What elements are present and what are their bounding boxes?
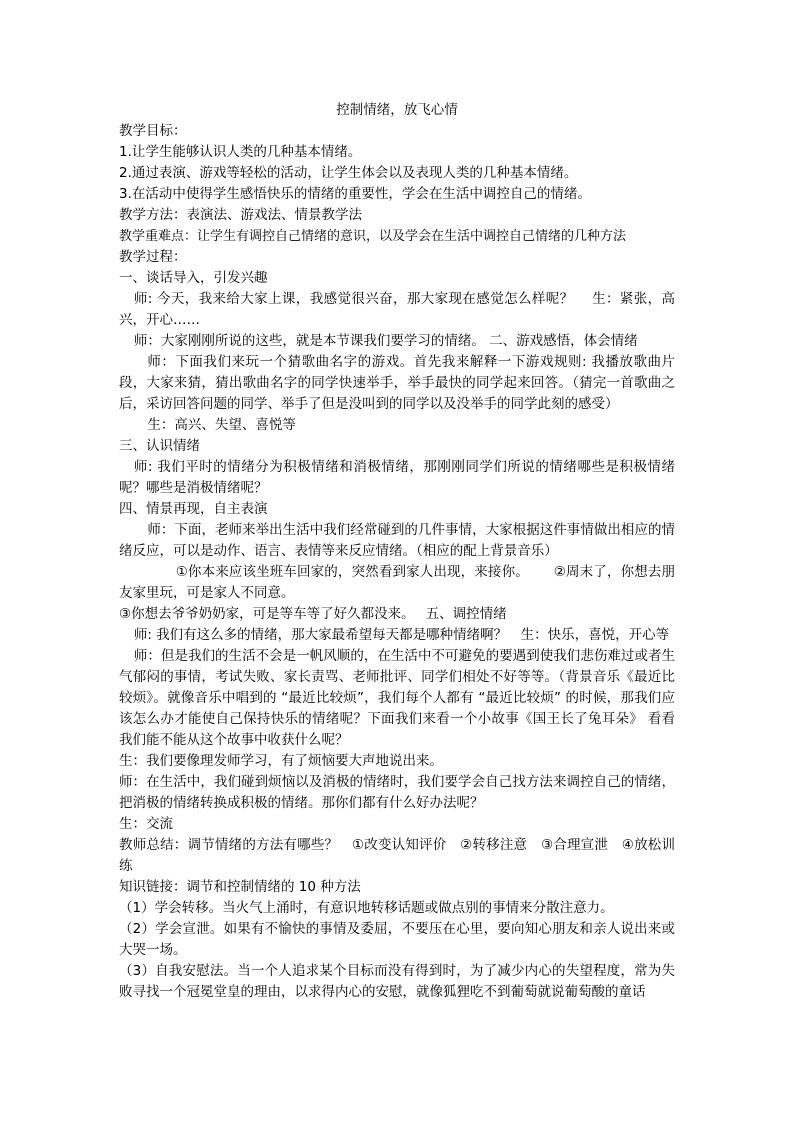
student-response: 生：高兴、失望、喜悦等: [147, 417, 296, 433]
section-heading-process: 教学过程：: [119, 249, 187, 265]
scenario-paragraph: 师：下面，老师来举出生活中我们经常碰到的几件事情，大家根据这件事情做出相应的情绪反应，可以是动作、语言、表情等来反应情绪。（相应的配上背景音乐）: [119, 522, 675, 559]
teaching-methods: 教学方法：表演法、游戏法、情景教学法: [119, 207, 362, 223]
step-4-heading: 四、情景再现，自主表演: [119, 501, 268, 517]
objective-3: 3.在活动中使得学生感悟快乐的情绪的重要性，学会在生活中调控自己的情绪。: [119, 186, 591, 202]
objective-1: 1.让学生能够认识人类的几种基本情绪。: [119, 144, 362, 160]
method-item-3: （3）自我安慰法。当一个人追求某个目标而没有得到时，为了减少内心的失望程度，常为失败寻找一个冠冕堂皇的理由，以求得内心的安慰，就像狐狸吃不到葡萄就说葡萄酸的童话: [119, 963, 675, 1000]
teacher-summary: 教师总结：调节情绪的方法有哪些？ ①改变认知评价 ②转移注意 ③合理宣泄 ④放松训练: [119, 837, 675, 874]
method-item-1: （1）学会转移。当火气上涌时，有意识地转移话题或做点别的事情来分散注意力。: [119, 900, 614, 916]
game-paragraph: 师：下面我们来玩一个猜歌曲名字的游戏。首先我来解释一下游戏规则: 我播放歌曲片段，大家来猜，猜出歌曲名字的同学快速举手，举手最快的同学起来回答。（猜完一首歌曲之后，采访回答问题的同学、举手了但是没叫到的同学以及没举手的同学此刻的感受）: [119, 354, 675, 412]
objective-2: 2.通过表演、游戏等轻松的活动，让学生体会以及表现人类的几种基本情绪。: [119, 165, 578, 181]
document-title: 控制情绪，放飞心情: [336, 102, 458, 118]
student-response: 生：交流: [119, 816, 173, 832]
section-heading-objectives: 教学目标：: [119, 123, 187, 139]
step-3-heading: 三、认识情绪: [119, 438, 200, 454]
knowledge-link-heading: 知识链接：调节和控制情绪的 10 种方法: [119, 879, 361, 895]
key-difficulties: 教学重难点：让学生有调控自己情绪的意识，以及学会在生活中调控自己情绪的几种方法: [119, 229, 627, 244]
dialogue-paragraph: 师：大家刚刚所说的这些，就是本节课我们要学习的情绪。 二、游戏感悟，体会情绪: [133, 333, 638, 349]
dialogue-paragraph: 师: 我们有这么多的情绪，那大家最希望每天都是哪种情绪啊？ 生：快乐，喜悦，开心等: [133, 627, 670, 643]
dialogue-paragraph: 师: 今天，我来给大家上课，我感觉很兴奋，那大家现在感觉怎么样呢？ 生：紧张，高兴，开心……: [119, 291, 675, 328]
scenario-items: ①你本来应该坐班车回家的，突然看到家人出现，来接你。 ②周末了，你想去朋友家里玩，可是家人不同意。: [119, 564, 675, 601]
dialogue-paragraph: 师: 我们平时的情绪分为积极情绪和消极情绪，那刚刚同学们所说的情绪哪些是积极情绪呢？哪些是消极情绪呢？: [119, 459, 675, 496]
step-1-heading: 一、谈话导入，引发兴趣: [119, 270, 268, 286]
scenario-item-3: ③你想去爷爷奶奶家，可是等车等了好久都没来。 五、调控情绪: [119, 606, 507, 622]
method-item-2: （2）学会宣泄。如果有不愉快的事情及委屈，不要压在心里，要向知心朋友和亲人说出来或大哭一场。: [119, 921, 675, 958]
document-body: [119, 100, 675, 1003]
student-response: 生：我们要像理发师学习，有了烦恼要大声地说出来。: [119, 753, 443, 769]
dialogue-paragraph: 师：在生活中，我们碰到烦恼以及消极的情绪时，我们要学会自己找方法来调控自己的情绪，把消极的情绪转换成积极的情绪。那你们都有什么好办法呢？: [119, 774, 675, 811]
story-paragraph: 师：但是我们的生活不会是一帆风顺的，在生活中不可避免的要遇到使我们悲伤难过或者生气郁闷的事情，考试失败、家长责骂、老师批评、同学们相处不好等等。（背景音乐《最近比较烦》。就像音乐中唱到的 “最近比较烦”，我们每个人都有 “最近比较烦” 的时候，那我们应该怎么办才能使自己保持快乐的情绪呢？下面我们来看一个小故事《国王长了兔耳朵》 看看我们能不能从这个故事中收获什么呢？: [119, 648, 675, 748]
